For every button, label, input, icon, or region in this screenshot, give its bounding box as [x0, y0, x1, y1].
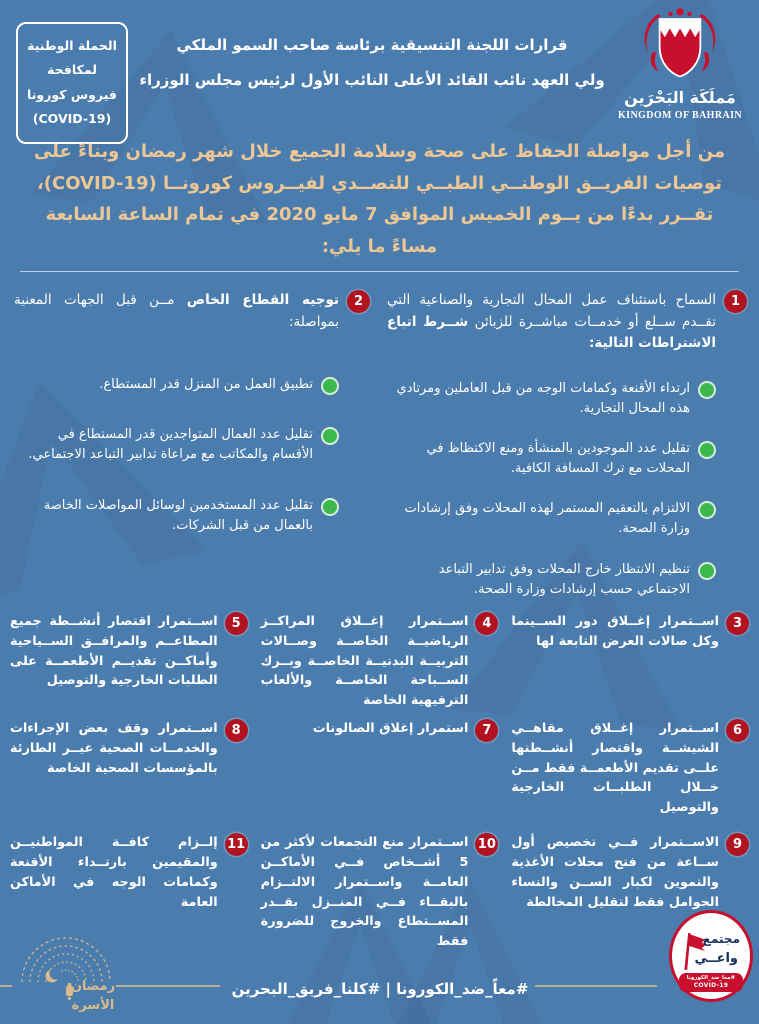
- decision-item-10: [261, 833, 499, 952]
- item-number-badge: 9: [726, 833, 749, 856]
- decision-item-3: [511, 612, 749, 704]
- item-number-badge: 5: [225, 612, 248, 635]
- decision-grid: [10, 612, 749, 952]
- decision-text: استمرار إغلاق الصالونات: [312, 721, 469, 736]
- decision-text: اســتمرار إغــلاق مقاهــي الشيشــة واقتصار أنشــطتها علــى تقديم الأطعمــة فقط مــن خــلال الطلبــات الخارجية والتوصيل: [511, 721, 719, 816]
- condition-text: تقليل عدد العمال المتواجدين قدر المستطاع في الأقسام والمكاتب مع مراعاة تدابير التباعد الاجتماعي.: [28, 427, 313, 463]
- bullet-dot-icon: [698, 562, 716, 580]
- item-number-badge: 4: [475, 612, 498, 635]
- campaign-badge-line: فيروس كورونا: [27, 86, 117, 102]
- ramadan-family-logo: [10, 920, 122, 1016]
- condition-text: ارتداء الأقنعة وكمامات الوجه من قبل العاملين ومرتادي هذه المحال التجارية.: [396, 380, 690, 416]
- section-divider: [20, 271, 739, 272]
- condition-text: تقليل عدد المستخدمين لوسائل المواصلات الخاصة بالعمال من قبل الشركات.: [43, 497, 313, 533]
- item-number-badge: 2: [347, 290, 370, 313]
- decision-text: اســتمرار إغــلاق المراكــز الرياضيــة الخاصــة وصــالات التربيــة البدنيــة الخاصــة وبــرك الســباحة الخاصــة والألعاب الترفيهية الخاصة: [260, 614, 469, 709]
- decision-item-6: [511, 719, 749, 818]
- decision-item-4: [260, 612, 499, 709]
- kingdom-name-english: KINGDOM OF BAHRAIN: [617, 110, 743, 121]
- campaign-badge-line: (COVID-19): [32, 111, 112, 127]
- kingdom-name-arabic: مَملَكَة البَحْرَين: [624, 88, 736, 107]
- item-number-badge: 8: [225, 719, 248, 742]
- intro-paragraph: من أجل مواصلة الحفاظ على صحة وسلامة الجميع خلال شهر رمضان وبناءً على توصيات الفريــق الوطنــي الطبــي للتصــدي لفيــروس كورونــا (COVID-19)، تقــرر بدءًا من يــوم الخميس الموافق 7 مايو 2020 في تمام الساعة السابعة مساءً ما يلي:: [33, 141, 726, 257]
- decision-item-8: [10, 719, 248, 818]
- bullet-dot-icon: [698, 501, 716, 519]
- condition-item: [14, 425, 339, 465]
- condition-item: [387, 499, 716, 539]
- bullet-dot-icon: [698, 381, 716, 399]
- item-number-badge: 3: [726, 612, 749, 635]
- decision-text: السماح باستئناف عمل المحال التجارية والصناعية التي تقــدم ســلع أو خدمــات مباشــرة للزبائن شــرط اتباع الاشتراطات التالية:: [387, 292, 716, 352]
- footer-hashtags: #معاً_ضد_الكورونا | #كلنا_فريق_البحرين: [231, 980, 529, 998]
- page-title: [135, 36, 609, 90]
- campaign-badge: [16, 22, 128, 144]
- decision-text: الاســتمرار فــي تخصيص أول ســاعة من فتح محلات الأغذية والتموين لكبار الســن والنساء الحوامل فقط لتقليل المخالطة: [511, 835, 719, 910]
- decision-text: اســتمرار منع التجمعات لأكثر من 5 أشــخاص فــي الأماكــن العامــة واســتمرار الالتــزام بالبقــاء فــي المنــزل بقــدر المســتطاع والخروج للضرورة فقط: [260, 835, 469, 950]
- condition-item: [387, 439, 716, 479]
- condition-text: تطبيق العمل من المنزل قدر المستطاع.: [99, 377, 313, 393]
- decision-text: إلــزام كافــة المواطنيــن والمقيمين بارتــداء الأقنعة وكمامات الوجه في الأماكن العامة: [10, 835, 218, 910]
- decision-item-2: [14, 290, 370, 536]
- condition-item: [14, 375, 339, 395]
- item-number-badge: 11: [225, 833, 248, 856]
- coat-of-arms-icon: [636, 6, 724, 86]
- campaign-badge-line: لمكافحة: [47, 62, 97, 78]
- bullet-dot-icon: [321, 498, 339, 516]
- bullet-dot-icon: [698, 441, 716, 459]
- item-number-badge: 6: [726, 719, 749, 742]
- badge-ribbon: #معا_ضد_الكورونا COVID-19: [679, 973, 743, 992]
- badge-word-1: مجتمع: [702, 932, 740, 946]
- decision-item-7: [261, 719, 499, 818]
- decision-item-5: [10, 612, 248, 704]
- item-number-badge: 10: [475, 833, 498, 856]
- decision-text: اســتمرار اقتصار أنشــطة جميع المطاعــم والمرافــق الســياحية وأماكــن تقديــم الأطعمــة على الطلبات الخارجية والتوصيل: [10, 614, 218, 689]
- ramadan-family-label: رمضان الأسرة: [70, 979, 116, 1014]
- condition-item: [387, 560, 716, 600]
- campaign-badge-line: الحملة الوطنية: [27, 38, 117, 53]
- bahrain-emblem: [609, 6, 751, 121]
- title-line-2: ولي العهد نائب القائد الأعلى النائب الأول لرئيس مجلس الوزراء: [139, 70, 605, 89]
- item-number-badge: 7: [475, 719, 498, 742]
- bullet-dot-icon: [321, 427, 339, 445]
- condition-item: [14, 496, 339, 536]
- footer-divider-line: [535, 985, 657, 987]
- decision-item-1: [387, 290, 747, 600]
- condition-item: [387, 379, 716, 419]
- condition-text: الالتزام بالتعقيم المستمر لهذه المحلات وفق إرشادات وزارة الصحة.: [404, 501, 690, 537]
- decision-text: اســتمرار وقف بعض الإجراءات والخدمــات الصحية غيــر الطارئة بالمؤسسات الصحية الخاصة: [10, 721, 218, 776]
- conscious-society-badge: [669, 910, 753, 1002]
- condition-text: تنظيم الانتظار خارج المحلات وفق تدابير التباعد الاجتماعي حسب إرشادات وزارة الصحة.: [438, 561, 690, 597]
- item-number-badge: 1: [724, 290, 747, 313]
- decision-text: اســتمرار إغــلاق دور الســينما وكل صالات العرض التابعة لها: [511, 614, 719, 649]
- bullet-dot-icon: [321, 377, 339, 395]
- badge-word-2: واعــي: [694, 951, 738, 966]
- condition-text: تقليل عدد الموجودين بالمنشأة ومنع الاكتظاظ في المحلات مع ترك المسافة الكافية.: [426, 441, 690, 477]
- decision-text: توجيه القطاع الخاص مــن قبل الجهات المعنية بمواصلة:: [14, 292, 339, 330]
- footer-divider-line: [116, 985, 220, 987]
- title-line-1: قرارات اللجنة التنسيقية برئاسة صاحب السمو الملكي: [176, 36, 568, 54]
